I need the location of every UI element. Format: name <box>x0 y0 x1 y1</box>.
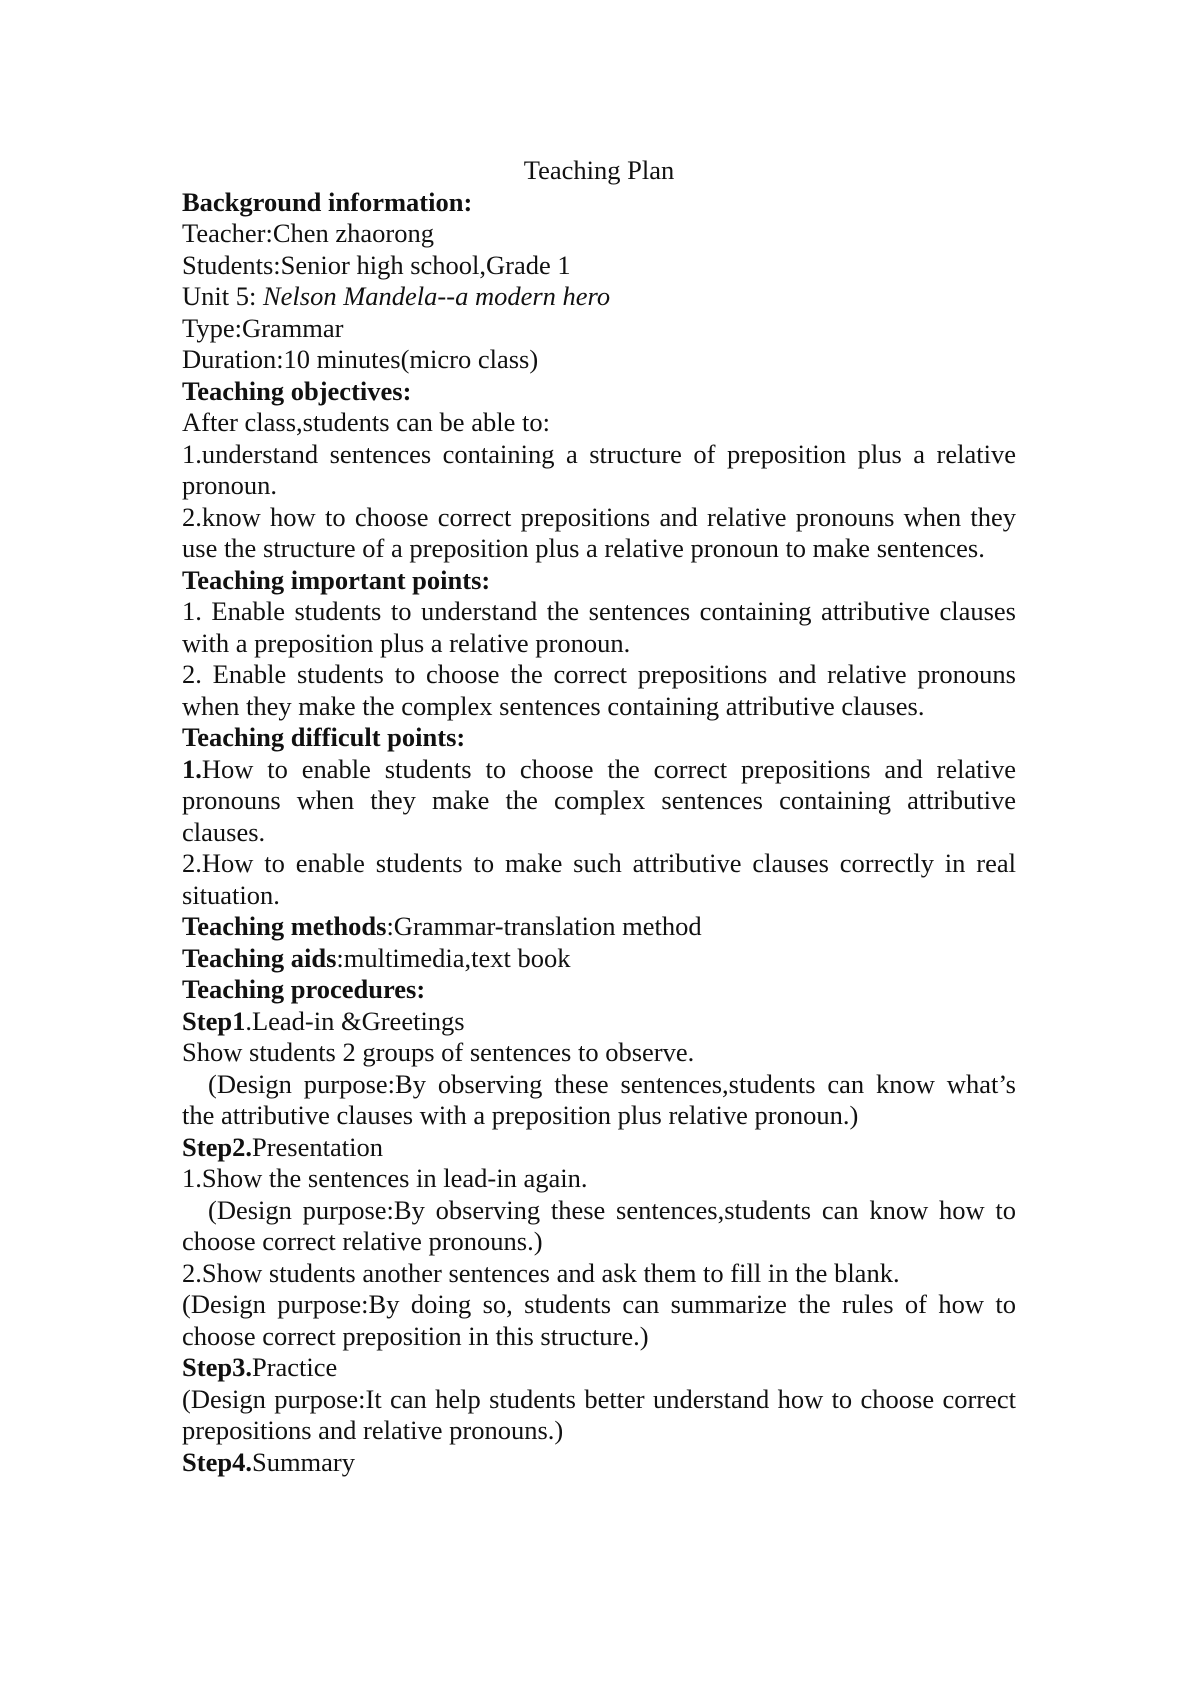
step2-item: 1.Show the sentences in lead-in again. <box>182 1163 588 1193</box>
difficult-point-item: 2.How to enable students to make such attributive clauses correctly in real situation. <box>182 848 1016 910</box>
aids-line <box>182 943 1016 975</box>
background-heading: Background information: <box>182 186 473 217</box>
step2-purpose: (Design purpose:By observing these sentences,students can know how to choose correct relative pronouns.) <box>182 1194 1016 1256</box>
difficult-points-heading: Teaching difficult points: <box>182 722 466 752</box>
objectives-intro: After class,students can be able to: <box>182 407 550 437</box>
duration-line: Duration:10 minutes(micro class) <box>182 344 539 374</box>
procedures-heading: Teaching procedures: <box>182 974 426 1004</box>
objective-item: 1.understand sentences containing a structure of preposition plus a relative pronoun. <box>182 438 1016 500</box>
step4-label: Step4. <box>182 1446 252 1477</box>
important-point-item: 1. Enable students to understand the sentences containing attributive clauses with a preposition plus a relative pronoun. <box>182 596 1016 658</box>
students-line: Students:Senior high school,Grade 1 <box>182 249 571 280</box>
step3-title: Practice <box>251 1352 338 1382</box>
document-title: Teaching Plan <box>523 155 675 185</box>
type-line: Type:Grammar <box>182 312 344 343</box>
step1-title: .Lead-in &Greetings <box>245 1005 465 1036</box>
step1-label: Step1 <box>182 1005 246 1036</box>
step2-item: 2.Show students another sentences and ask them to fill in the blank. <box>182 1257 900 1288</box>
step2-heading <box>182 1132 1016 1164</box>
objectives-heading: Teaching objectives: <box>182 375 412 406</box>
step3-label: Step3. <box>182 1352 252 1382</box>
difficult-point-text: How to enable students to choose the correct prepositions and relative pronouns when they make the complex sentences containing attributive clauses. <box>182 753 1016 847</box>
step2-title: Presentation <box>251 1131 383 1162</box>
important-points-heading: Teaching important points: <box>182 564 491 595</box>
step2-label: Step2. <box>182 1131 252 1162</box>
unit-title: Nelson Mandela--a modern hero <box>262 281 611 311</box>
step3-purpose: (Design purpose:It can help students better understand how to choose correct prepositions and relative pronouns.) <box>182 1383 1016 1445</box>
aids-value: :multimedia,text book <box>336 942 571 973</box>
methods-label: Teaching methods <box>182 911 387 941</box>
difficult-point-number: 1. <box>182 753 202 784</box>
objective-item: 2.know how to choose correct prepositions and relative pronouns when they use the structure of a preposition plus a relative pronoun to make sentences. <box>182 501 1016 563</box>
step1-heading <box>182 1006 1016 1038</box>
methods-line <box>182 911 1016 943</box>
important-point-item: 2. Enable students to choose the correct prepositions and relative pronouns when they make the complex sentences containing attributive clauses. <box>182 659 1016 721</box>
step1-purpose: (Design purpose:By observing these sentences,students can know what’s the attributive clauses with a preposition plus relative pronoun.) <box>182 1068 1016 1130</box>
step3-heading <box>182 1352 1016 1384</box>
unit-line <box>182 281 1016 313</box>
step1-text: Show students 2 groups of sentences to observe. <box>182 1037 695 1067</box>
teacher-line: Teacher:Chen zhaorong <box>182 218 434 248</box>
step4-heading <box>182 1447 1016 1479</box>
step2-purpose: (Design purpose:By doing so, students can summarize the rules of how to choose correct preposition in this structure.) <box>182 1289 1016 1351</box>
difficult-point-item <box>182 754 1016 849</box>
step4-title: Summary <box>251 1446 356 1477</box>
unit-prefix: Unit 5: <box>182 281 263 311</box>
teaching-plan-document <box>182 155 1016 1478</box>
aids-label: Teaching aids <box>182 942 337 973</box>
methods-value: :Grammar-translation method <box>386 911 702 941</box>
